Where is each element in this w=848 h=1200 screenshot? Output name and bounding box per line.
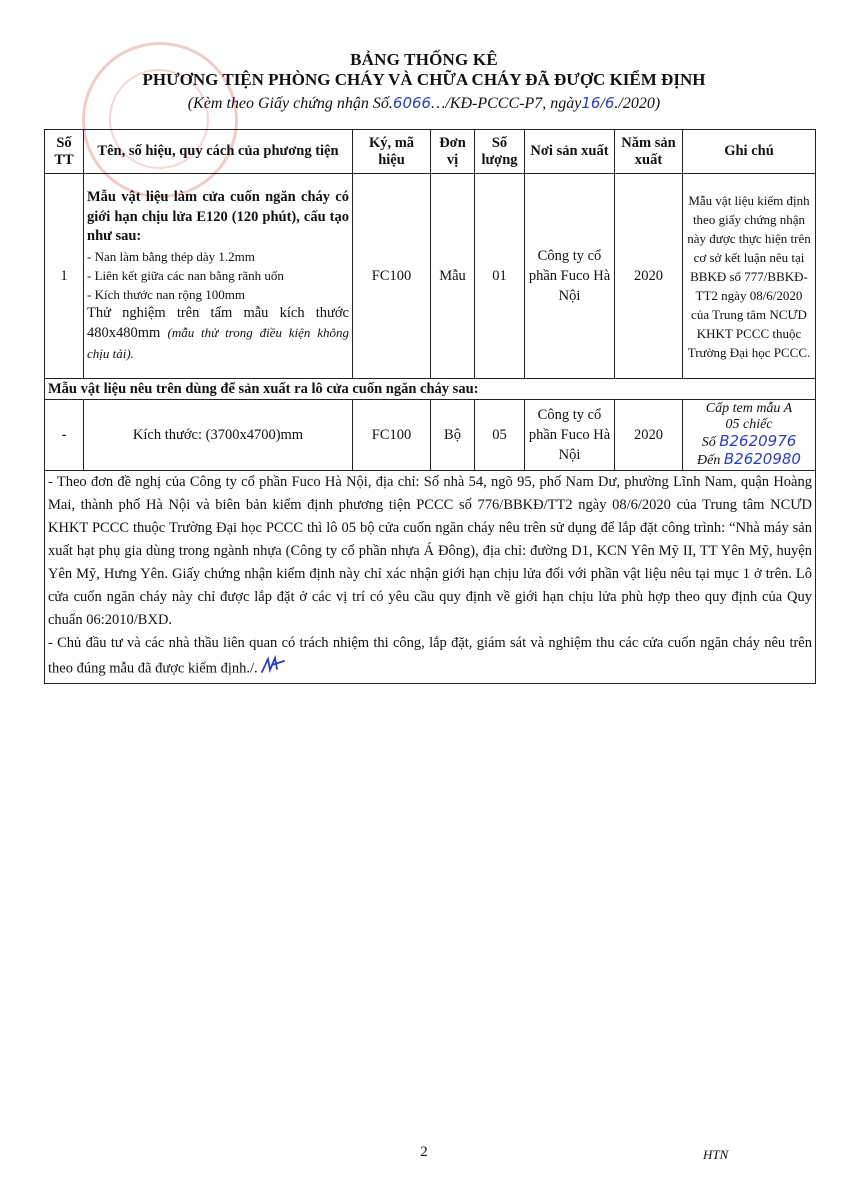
row1-spec-3: - Kích thước nan rộng 100mm — [87, 286, 245, 302]
note-paragraph-2-text: - Chủ đầu tư và các nhà thầu liên quan có trách nhiệm thi công, lắp đặt, giám sát và nghiệm thu các cửa cuốn ngăn cháy nêu trên theo đúng mẫu đã được kiểm định./. — [48, 635, 812, 677]
row1-spec-2: - Liên kết giữa các nan bằng rãnh uốn — [87, 267, 284, 283]
table-header-row — [45, 130, 816, 174]
header-name: Tên, số hiệu, quy cách của phương tiện — [84, 130, 353, 174]
reference-suffix: ./2020) — [614, 95, 661, 112]
row1-test-note: (mẫu thử trong điều kiện không chịu tải). — [87, 325, 350, 361]
row1-title: Mẫu vật liệu làm cửa cuốn ngăn cháy có giới hạn chịu lửa E120 (120 phút), cấu tạo như sau: — [87, 189, 349, 244]
document-title: BẢNG THỐNG KÊ — [350, 50, 498, 69]
row2-note-line1: Cấp tem mẫu A — [705, 401, 793, 416]
header-note: Ghi chú — [683, 130, 816, 174]
row2-no: - — [45, 400, 84, 471]
from-value: B2620976 — [719, 432, 797, 450]
equipment-table — [44, 129, 816, 684]
certificate-month: 6 — [604, 94, 615, 112]
section-heading: Mẫu vật liệu nêu trên dùng để sản xuất ra lô cửa cuốn ngăn cháy sau: — [45, 379, 816, 400]
signature-mark — [260, 655, 286, 683]
header-year: Năm sản xuất — [615, 130, 683, 174]
header-unit: Đơn vị — [431, 130, 475, 174]
header-no: Số TT — [45, 130, 84, 174]
row1-year: 2020 — [615, 174, 683, 379]
row2-name: Kích thước: (3700x4700)mm — [84, 400, 353, 471]
row2-quantity: 05 — [475, 400, 525, 471]
certificate-day: 16 — [581, 94, 601, 112]
row1-note: Mẫu vật liệu kiểm định theo giấy chứng nhận này được thực hiện trên cơ sở kết luận nêu tại BBKĐ số 777/BBKĐ-TT2 ngày 08/6/2020 của Trung tâm NCƯD KHKT PCCC thuộc Trường Đại học PCCC. — [683, 174, 816, 379]
row1-quantity: 01 — [475, 174, 525, 379]
note-paragraph-1: - Theo đơn đề nghị của Công ty cổ phần Fuco Hà Nội, địa chỉ: Số nhà 54, ngõ 95, phố Nam Dư, phường Lĩnh Nam, quận Hoàng Mai, thành phố Hà Nội và biên bản kiểm định phương tiện PCCC số 776/BBKĐ/TT2 ngày 08/6/2020 của Trung tâm NCƯD KHKT PCCC thuộc Trường Đại học PCCC thì lô 05 bộ cửa cuốn ngăn cháy nêu trên sử dụng để lắp đặt công trình: “Nhà máy sản xuất hạt phụ gia dùng trong ngành nhựa (Công ty cổ phần nhựa Á Đông), địa chỉ: đường D1, KCN Yên Mỹ II, TT Yên Mỹ, huyện Yên Mỹ, Hưng Yên. Giấy chứng nhận kiểm định này chỉ xác nhận giới hạn chịu lửa đối với phần vật liệu nêu tại mục 1 ở trên. Lô cửa cuốn ngăn cháy này chỉ được lắp đặt ở các vị trí có yêu cầu quy định về giới hạn chịu lửa phù hợp theo quy định của Quy chuẩn 06:2010/BXD. — [48, 474, 812, 628]
row2-note-line2: 05 chiếc — [725, 417, 773, 432]
notes-cell — [45, 471, 816, 684]
header-quantity: Số lượng — [475, 130, 525, 174]
row1-origin: Công ty cổ phần Fuco Hà Nội — [525, 174, 615, 379]
row1-unit: Mẫu — [431, 174, 475, 379]
from-label: Số — [701, 435, 716, 450]
notes-row — [45, 471, 816, 684]
stamp-range-to — [686, 451, 812, 469]
row1-description — [84, 174, 353, 379]
row2-unit: Bộ — [431, 400, 475, 471]
row1-spec-1: - Nan làm bằng thép dày 1.2mm — [87, 248, 255, 264]
section-row — [45, 379, 816, 400]
reference-middle: …/KĐ-PCCC-P7, ngày — [431, 95, 582, 112]
to-value: B2620980 — [723, 450, 801, 468]
row2-note — [683, 400, 816, 471]
author-initials: HTN — [703, 1147, 729, 1162]
stamp-range-from — [686, 433, 812, 451]
row2-code: FC100 — [353, 400, 431, 471]
row2-origin: Công ty cổ phần Fuco Hà Nội — [525, 400, 615, 471]
table-row — [45, 174, 816, 379]
document-subtitle: PHƯƠNG TIỆN PHÒNG CHÁY VÀ CHỮA CHÁY ĐÃ ĐƯỢC KIỂM ĐỊNH — [142, 70, 706, 89]
table-row — [45, 400, 816, 471]
header-code: Ký, mã hiệu — [353, 130, 431, 174]
note-paragraph-2 — [48, 632, 812, 683]
to-label: Đến — [697, 453, 721, 468]
header-origin: Nơi sản xuất — [525, 130, 615, 174]
page-number: 2 — [420, 1144, 428, 1160]
row1-test: Thử nghiệm trên tấm mẫu kích thước 480x480mm — [87, 304, 349, 341]
certificate-number: 6066 — [392, 94, 432, 112]
row1-no: 1 — [45, 174, 84, 379]
reference-prefix: (Kèm theo Giấy chứng nhận Số. — [187, 95, 393, 112]
date-separator: / — [600, 95, 605, 112]
row1-code: FC100 — [353, 174, 431, 379]
row2-year: 2020 — [615, 400, 683, 471]
certificate-reference — [0, 94, 848, 113]
